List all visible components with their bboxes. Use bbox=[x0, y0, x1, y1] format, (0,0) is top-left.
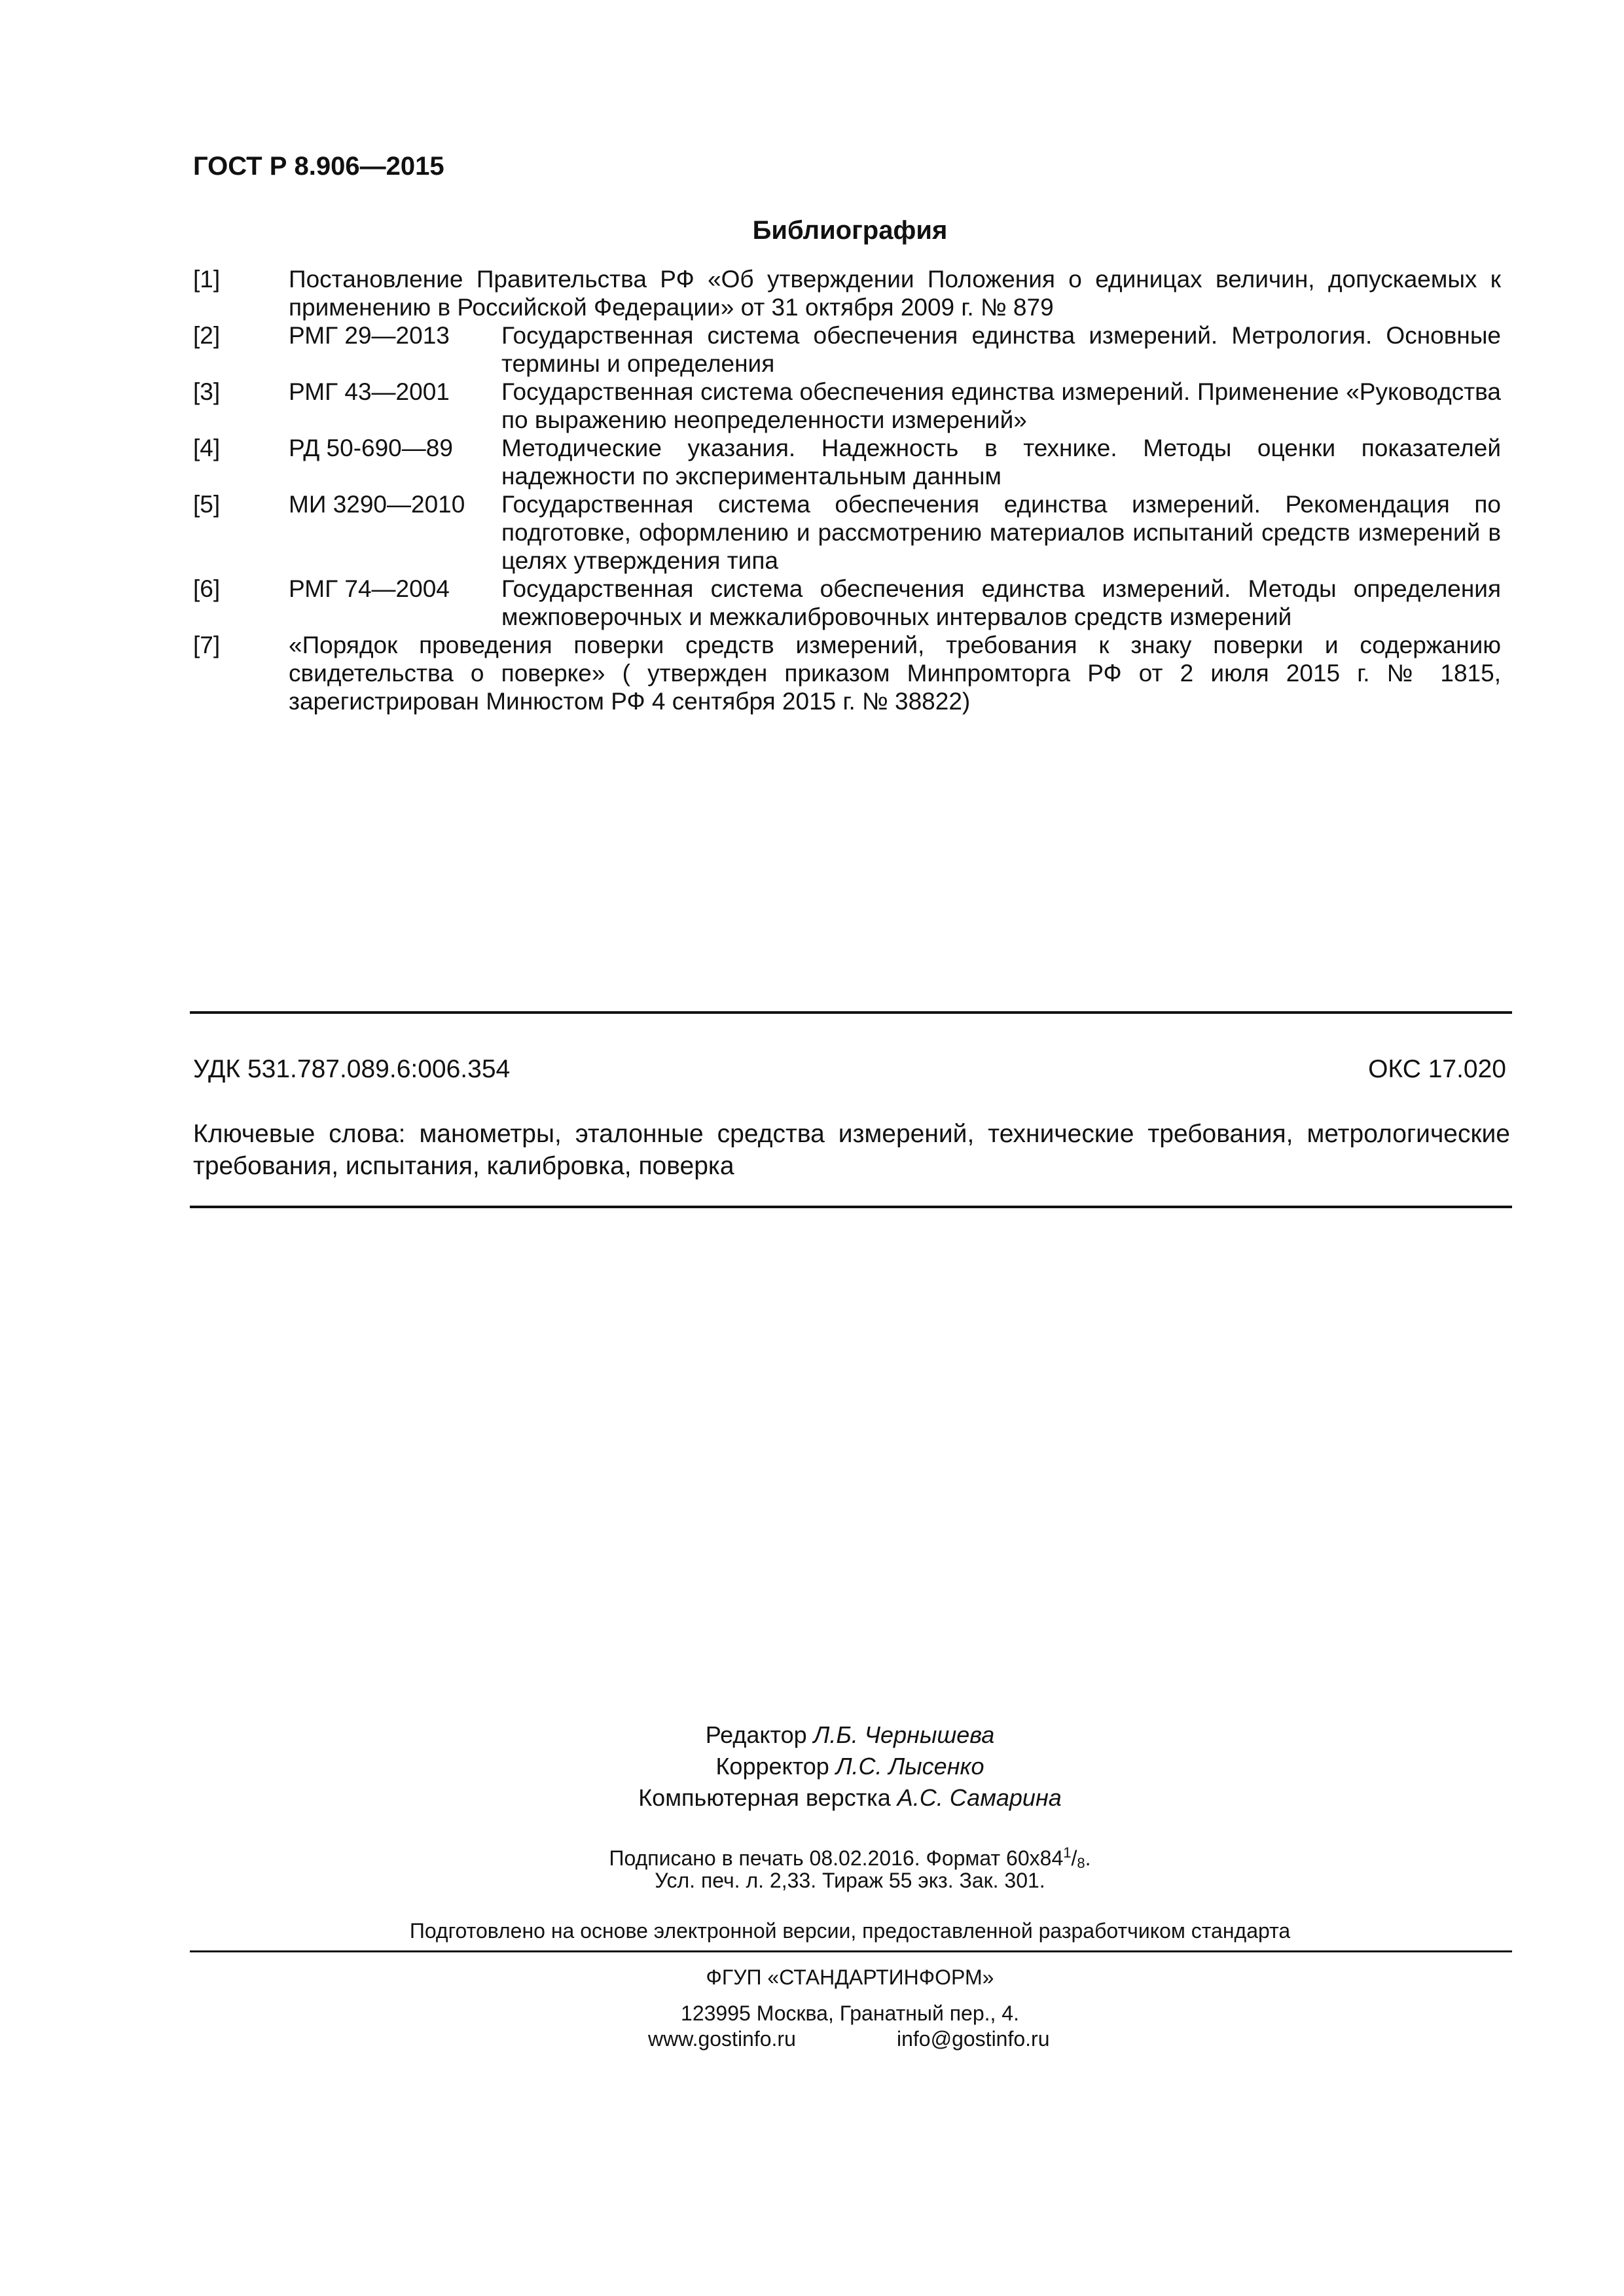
entry-text: «Порядок проведения поверки средств измерений, требования к знаку поверки и содержанию свидетельства о поверке» ( утвержден приказом Минпромторга РФ от 2 июля 2015 г. № 1815, зарегистрирован Минюстом РФ 4 сентября 2015 г. № 38822) bbox=[289, 632, 1501, 715]
publisher-address: 123995 Москва, Гранатный пер., 4. bbox=[681, 2001, 1019, 2025]
bibliography-entry bbox=[193, 631, 1501, 715]
entry-text: Государственная система обеспечения единства измерений. Рекомендация по подготовке, оформлению и рассмотрению материалов испытаний средств измерений в целях утверждения типа bbox=[501, 491, 1501, 574]
entry-code: РД 50-690—89 bbox=[289, 435, 453, 461]
entry-code: РМГ 43—2001 bbox=[289, 378, 450, 405]
format-numerator: 1 bbox=[1063, 1844, 1072, 1861]
entry-text: Постановление Правительства РФ «Об утверждении Положения о единицах величин, допускаемых к применению в Российской Федерации» от 31 октября 2009 г. № 879 bbox=[289, 266, 1501, 321]
bottom-divider bbox=[190, 1206, 1512, 1208]
bibliography-entry bbox=[193, 321, 1501, 378]
layout-label: Компьютерная верстка bbox=[638, 1784, 891, 1811]
layout-name: А.С. Самарина bbox=[897, 1784, 1062, 1811]
format-denominator: 8 bbox=[1077, 1855, 1085, 1871]
publisher-divider bbox=[190, 1950, 1512, 1952]
corrector-label: Корректор bbox=[715, 1753, 829, 1780]
imprint-signed: Подписано в печать 08.02.2016. Формат 60х84 bbox=[609, 1846, 1064, 1870]
bibliography-entry bbox=[193, 265, 1501, 321]
entry-code: МИ 3290—2010 bbox=[289, 491, 465, 518]
bibliography-entry bbox=[193, 378, 1501, 434]
entry-number: [1] bbox=[193, 266, 221, 293]
publisher-email-link[interactable]: info@gostinfo.ru bbox=[897, 2027, 1050, 2051]
bibliography-entry bbox=[193, 490, 1501, 575]
bibliography-list bbox=[193, 265, 1501, 715]
entry-text: Государственная система обеспечения единства измерений. Применение «Руководства по выражению неопределенности измерений» bbox=[501, 378, 1501, 433]
entry-text: Методические указания. Надежность в технике. Методы оценки показателей надежности по экспериментальным данным bbox=[501, 435, 1501, 490]
udk-code: УДК 531.787.089.6:006.354 bbox=[193, 1055, 511, 1083]
entry-number: [2] bbox=[193, 322, 221, 349]
editor-line bbox=[0, 1721, 1624, 1749]
entry-number: [4] bbox=[193, 435, 221, 461]
corrector-name: Л.С. Лысенко bbox=[835, 1753, 984, 1780]
entry-number: [6] bbox=[193, 575, 221, 602]
entry-number: [7] bbox=[193, 632, 221, 658]
editor-label: Редактор bbox=[705, 1721, 807, 1748]
entry-code: РМГ 29—2013 bbox=[289, 322, 450, 349]
editor-name: Л.Б. Чернышева bbox=[813, 1721, 995, 1748]
top-divider bbox=[190, 1011, 1512, 1014]
publisher-name: ФГУП «СТАНДАРТИНФОРМ» bbox=[706, 1965, 994, 1989]
layout-line bbox=[0, 1784, 1624, 1812]
entry-code: РМГ 74—2004 bbox=[289, 575, 450, 602]
publisher-website-link[interactable]: www.gostinfo.ru bbox=[648, 2027, 796, 2051]
entry-number: [5] bbox=[193, 491, 221, 518]
document-code: ГОСТ Р 8.906—2015 bbox=[193, 152, 444, 181]
imprint-signed-line: Подписано в печать 08.02.2016. Формат $60х84^1/_8$. bbox=[609, 1844, 1091, 1871]
oks-code: ОКС 17.020 bbox=[1368, 1055, 1506, 1083]
bibliography-title: Библиография bbox=[752, 216, 948, 245]
entry-number: [3] bbox=[193, 378, 221, 405]
bibliography-entry bbox=[193, 434, 1501, 490]
bibliography-entry bbox=[193, 575, 1501, 631]
entry-text: Государственная система обеспечения единства измерений. Методы определения межповерочных и межкалибровочных интервалов средств измерений bbox=[501, 575, 1501, 630]
corrector-line bbox=[0, 1753, 1624, 1780]
keywords: Ключевые слова: манометры, эталонные средства измерений, технические требования, метрологические требования, испытания, калибровка, поверка bbox=[193, 1120, 1510, 1180]
imprint-run: Усл. печ. л. 2,33. Тираж 55 экз. Зак. 301. bbox=[655, 1869, 1045, 1892]
entry-text: Государственная система обеспечения единства измерений. Метрология. Основные термины и определения bbox=[501, 322, 1501, 377]
prepared-note: Подготовлено на основе электронной версии, предоставленной разработчиком стандарта bbox=[409, 1919, 1291, 1943]
